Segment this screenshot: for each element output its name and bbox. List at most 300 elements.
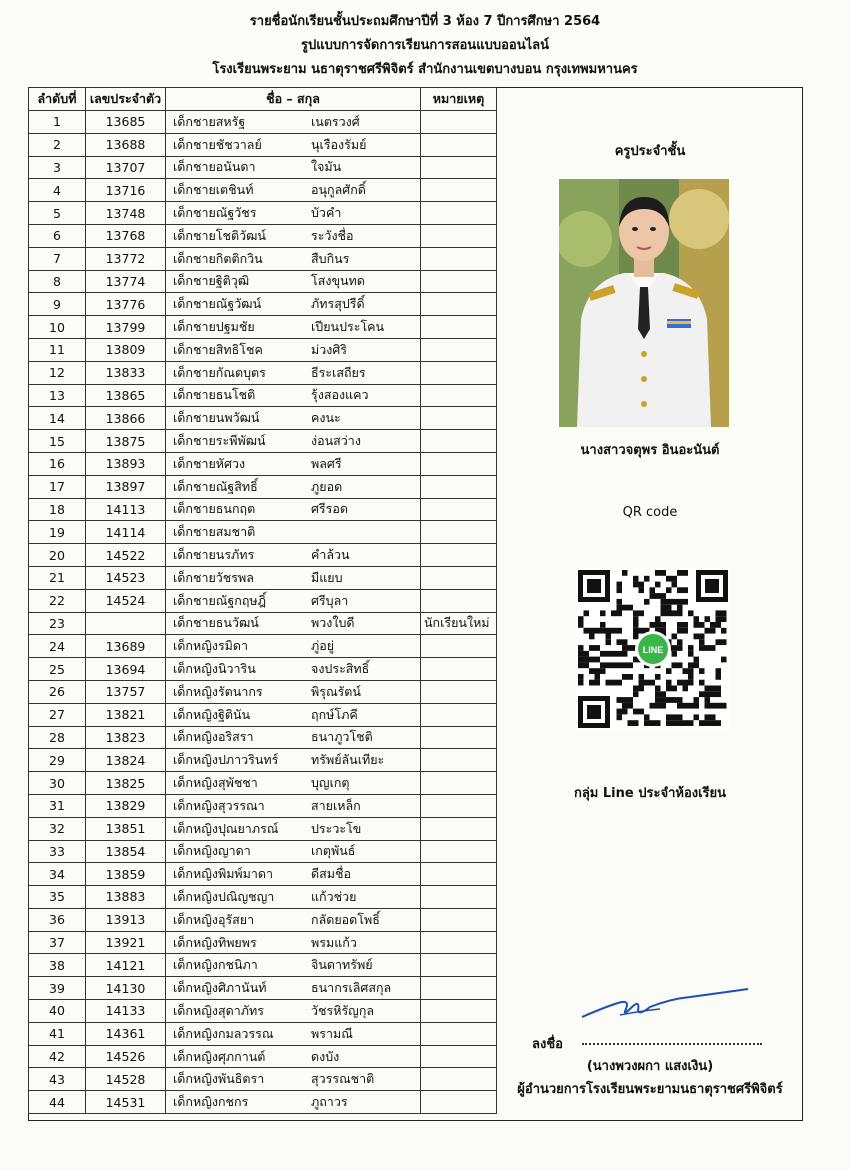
qr-module [710, 691, 716, 697]
student-fullname [166, 338, 421, 361]
student-firstname: เด็กหญิงสุพัชชา [173, 775, 258, 790]
qr-module [617, 605, 623, 611]
row-number: 31 [29, 794, 86, 817]
row-number: 26 [29, 680, 86, 703]
remark [421, 179, 497, 202]
remark [421, 749, 497, 772]
student-fullname [166, 247, 421, 270]
student-id: 13716 [86, 179, 166, 202]
qr-module [617, 651, 623, 657]
student-surname: ธนาภูวโชติ [311, 729, 373, 745]
qr-module [721, 703, 727, 709]
table-row [29, 977, 497, 1000]
qr-module [710, 720, 716, 726]
qr-module [710, 645, 716, 651]
remark [421, 452, 497, 475]
student-fullname [166, 772, 421, 795]
qr-module [584, 610, 590, 616]
student-id: 13688 [86, 133, 166, 156]
remark [421, 361, 497, 384]
student-fullname [166, 544, 421, 567]
qr-module [666, 720, 672, 726]
qr-module [633, 616, 639, 622]
qr-module [639, 610, 645, 616]
qr-module [595, 680, 601, 686]
remark [421, 133, 497, 156]
qr-module [617, 628, 623, 634]
student-firstname: เด็กชายหัศวง [173, 455, 246, 471]
student-firstname: เด็กชายนรภัทร [173, 547, 255, 563]
student-id: 13823 [86, 726, 166, 749]
qr-module [639, 709, 645, 715]
qr-module [622, 703, 628, 709]
qr-module [710, 686, 716, 692]
qr-module [672, 576, 678, 582]
student-id: 14522 [86, 544, 166, 567]
remark [421, 566, 497, 589]
student-id: 13893 [86, 452, 166, 475]
qr-module [710, 703, 716, 709]
qr-module [705, 720, 711, 726]
qr-module [589, 657, 595, 663]
student-surname: กลัดยอดโพธิ์ [311, 911, 380, 927]
qr-module [672, 714, 678, 720]
qr-module [655, 616, 661, 622]
qr-module [694, 616, 700, 622]
row-number: 20 [29, 544, 86, 567]
qr-module [677, 720, 683, 726]
qr-module [666, 680, 672, 686]
remark [421, 111, 497, 134]
student-id: 13772 [86, 247, 166, 270]
student-firstname: เด็กหญิงญาดา [173, 843, 251, 859]
remark [421, 270, 497, 293]
student-fullname [166, 1000, 421, 1023]
table-row [29, 498, 497, 521]
row-number: 9 [29, 293, 86, 316]
qr-module [699, 622, 705, 628]
qr-module [721, 639, 727, 645]
qr-module [617, 697, 623, 703]
student-id: 13748 [86, 202, 166, 225]
qr-module [595, 628, 601, 634]
row-number: 3 [29, 156, 86, 179]
qr-module [688, 680, 694, 686]
qr-module [694, 697, 700, 703]
row-number: 41 [29, 1022, 86, 1045]
student-id: 13865 [86, 384, 166, 407]
student-id: 13694 [86, 658, 166, 681]
qr-caption: กลุ่ม Line ประจำห้องเรียน [573, 786, 727, 801]
remark [421, 954, 497, 977]
qr-module [716, 668, 722, 674]
row-number: 35 [29, 886, 86, 909]
row-number: 14 [29, 407, 86, 430]
remark [421, 726, 497, 749]
student-fullname [166, 407, 421, 430]
table-row [29, 1022, 497, 1045]
student-firstname: เด็กชายฐิติวุฒิ [173, 273, 250, 289]
remark [421, 1068, 497, 1091]
qr-module [606, 634, 612, 640]
remark [421, 703, 497, 726]
student-surname: พลศรี [311, 455, 342, 471]
qr-module [672, 634, 678, 640]
student-id: 13883 [86, 886, 166, 909]
student-firstname: เด็กชายธนกฤต [173, 501, 256, 517]
qr-module [699, 639, 705, 645]
qr-module [666, 576, 672, 582]
qr-module [683, 622, 689, 628]
student-firstname: เด็กหญิงพันธิตรา [173, 1071, 265, 1087]
student-surname: ม่วงศิริ [311, 341, 348, 357]
row-number: 5 [29, 202, 86, 225]
qr-module [672, 645, 678, 651]
student-firstname: เด็กชายธนโชติ [173, 387, 256, 403]
student-firstname: เด็กหญิงอริสรา [173, 729, 254, 745]
student-id: 13866 [86, 407, 166, 430]
qr-module [606, 639, 612, 645]
qr-module [600, 662, 606, 668]
table-row [29, 224, 497, 247]
qr-module [633, 610, 639, 616]
qr-module [666, 686, 672, 692]
qr-module [595, 674, 601, 680]
qr-module [666, 668, 672, 674]
student-firstname: เด็กหญิงพิมพ์มาดา [173, 866, 274, 882]
remark [421, 794, 497, 817]
qr-module [650, 587, 656, 593]
student-surname: ง่อนสว่าง [311, 433, 361, 449]
qr-module [628, 720, 634, 726]
student-fullname [166, 658, 421, 681]
student-fullname [166, 589, 421, 612]
student-surname: นุเรืองรัมย์ [311, 136, 367, 152]
student-id: 13821 [86, 703, 166, 726]
qr-module [683, 587, 689, 593]
qr-module [677, 680, 683, 686]
student-firstname: เด็กชายเตชินท์ [173, 182, 254, 198]
student-firstname: เด็กหญิงกมลวรรณ [173, 1025, 274, 1041]
qr-module [611, 651, 617, 657]
remark [421, 202, 497, 225]
student-id: 13707 [86, 156, 166, 179]
row-number: 40 [29, 1000, 86, 1023]
qr-module [655, 720, 661, 726]
student-fullname [166, 794, 421, 817]
student-fullname [166, 270, 421, 293]
qr-module [622, 709, 628, 715]
student-firstname: เด็กชายปฐมชัย [173, 319, 255, 335]
student-id: 14113 [86, 498, 166, 521]
student-fullname [166, 817, 421, 840]
student-id: 13774 [86, 270, 166, 293]
qr-module [611, 662, 617, 668]
qr-module [655, 697, 661, 703]
student-surname: ภูถาวร [311, 1094, 348, 1110]
qr-module [672, 582, 678, 588]
student-surname: บัวคำ [311, 205, 342, 221]
student-fullname [166, 316, 421, 339]
qr-module [578, 662, 584, 668]
teacher-name: นางสาวจตุพร อินอะนันต์ [580, 443, 720, 458]
qr-module [710, 628, 716, 634]
col-header-id: เลขประจำตัว [86, 88, 166, 111]
qr-module [672, 720, 678, 726]
signer-name: (นางพวงผกา แสงเงิน) [586, 1059, 714, 1074]
qr-module [589, 645, 595, 651]
qr-module [655, 582, 661, 588]
table-row [29, 475, 497, 498]
row-number: 27 [29, 703, 86, 726]
qr-module [584, 662, 590, 668]
student-id: 14133 [86, 1000, 166, 1023]
student-surname: พรมแก้ว [311, 934, 357, 950]
qr-module [633, 582, 639, 588]
qr-module [655, 570, 661, 576]
qr-module [578, 657, 584, 663]
qr-module [683, 686, 689, 692]
student-fullname [166, 1022, 421, 1045]
remark [421, 977, 497, 1000]
student-firstname: เด็กชายระพีพัฒน์ [173, 433, 266, 449]
row-number: 16 [29, 452, 86, 475]
student-fullname [166, 179, 421, 202]
qr-module [595, 657, 601, 663]
row-number: 32 [29, 817, 86, 840]
student-id: 13829 [86, 794, 166, 817]
student-surname: ระวังชื่อ [311, 227, 354, 243]
qr-module [622, 639, 628, 645]
table-row [29, 270, 497, 293]
row-number: 22 [29, 589, 86, 612]
qr-module [699, 645, 705, 651]
qr-module [716, 674, 722, 680]
table-row [29, 1068, 497, 1091]
student-fullname [166, 1091, 421, 1114]
row-number: 28 [29, 726, 86, 749]
qr-module [633, 691, 639, 697]
qr-module [578, 674, 584, 680]
student-firstname: เด็กหญิงปุณยาภรณ์ [173, 820, 279, 836]
student-fullname [166, 430, 421, 453]
qr-finder-top-left [578, 570, 610, 602]
student-id: 14524 [86, 589, 166, 612]
student-fullname [166, 1045, 421, 1068]
student-fullname [166, 749, 421, 772]
student-surname: เปียนประโคน [311, 319, 385, 335]
student-id: 13854 [86, 840, 166, 863]
table-row [29, 133, 497, 156]
qr-module [672, 610, 678, 616]
remark [421, 680, 497, 703]
qr-module [589, 628, 595, 634]
student-fullname [166, 566, 421, 589]
qr-finder-top-right [696, 570, 728, 602]
student-fullname [166, 726, 421, 749]
qr-module [661, 570, 667, 576]
qr-module [661, 610, 667, 616]
student-fullname [166, 133, 421, 156]
qr-module [716, 720, 722, 726]
qr-module [694, 714, 700, 720]
qr-module [606, 662, 612, 668]
qr-module [644, 714, 650, 720]
qr-module [683, 703, 689, 709]
qr-module [677, 610, 683, 616]
remark [421, 498, 497, 521]
qr-module [622, 645, 628, 651]
signature-line [582, 1029, 762, 1045]
qr-module [721, 616, 727, 622]
qr-module [661, 691, 667, 697]
student-surname: คำล้วน [311, 547, 350, 563]
qr-module [672, 651, 678, 657]
student-fullname [166, 452, 421, 475]
student-surname: บุญเกตุ [311, 775, 350, 790]
qr-module [633, 576, 639, 582]
qr-module [617, 587, 623, 593]
student-fullname [166, 886, 421, 909]
qr-module [705, 697, 711, 703]
remark [421, 247, 497, 270]
qr-module [578, 680, 584, 686]
student-surname: สุวรรณชาติ [311, 1071, 375, 1087]
student-firstname: เด็กหญิงทิพยพร [173, 934, 257, 950]
remark [421, 293, 497, 316]
remark [421, 338, 497, 361]
qr-module [655, 703, 661, 709]
qr-module [628, 605, 634, 611]
student-id: 13921 [86, 931, 166, 954]
qr-module [589, 668, 595, 674]
qr-module [672, 697, 678, 703]
table-row [29, 589, 497, 612]
qr-module [633, 622, 639, 628]
student-fullname [166, 954, 421, 977]
row-number: 23 [29, 612, 86, 635]
qr-module [611, 610, 617, 616]
student-firstname: เด็กหญิงศุภกานต์ [173, 1048, 266, 1064]
student-surname: ดีสมชื่อ [311, 866, 351, 882]
qr-module [710, 622, 716, 628]
remark [421, 840, 497, 863]
table-header-row [29, 88, 497, 111]
row-number: 21 [29, 566, 86, 589]
qr-module [699, 634, 705, 640]
remark [421, 1091, 497, 1114]
student-surname: พรามณี [311, 1025, 353, 1041]
qr-module [672, 662, 678, 668]
row-number: 30 [29, 772, 86, 795]
student-surname: อนุกูลศักดิ์ [311, 182, 366, 198]
student-fullname [166, 840, 421, 863]
student-id: 14361 [86, 1022, 166, 1045]
remark [421, 407, 497, 430]
row-number: 10 [29, 316, 86, 339]
qr-module [705, 628, 711, 634]
table-row [29, 452, 497, 475]
table-row [29, 316, 497, 339]
qr-module [688, 645, 694, 651]
qr-module [628, 703, 634, 709]
qr-module [699, 668, 705, 674]
table-row [29, 840, 497, 863]
table-row [29, 772, 497, 795]
row-number: 12 [29, 361, 86, 384]
qr-module [705, 616, 711, 622]
table-row [29, 908, 497, 931]
table-row [29, 1091, 497, 1114]
qr-module [716, 610, 722, 616]
row-number: 13 [29, 384, 86, 407]
student-surname: เนตรวงศ์ [311, 113, 360, 129]
signer-title: ผู้อำนวยการโรงเรียนพระยามนธาตุราชศรีพิจิตร์ [517, 1082, 783, 1097]
student-surname: วัชรหิรัญกุล [311, 1002, 375, 1018]
line-logo-text: LINE [642, 645, 664, 655]
qr-module [617, 582, 623, 588]
student-roster-table [28, 87, 497, 1114]
student-firstname: เด็กหญิงกชนิภา [173, 957, 258, 973]
qr-heading: QR code [622, 505, 678, 520]
qr-module [655, 622, 661, 628]
qr-module [611, 680, 617, 686]
student-id: 13809 [86, 338, 166, 361]
qr-module [661, 599, 667, 605]
qr-module [705, 645, 711, 651]
row-number: 42 [29, 1045, 86, 1068]
qr-module [655, 674, 661, 680]
row-number: 8 [29, 270, 86, 293]
qr-module [578, 616, 584, 622]
row-number: 29 [29, 749, 86, 772]
student-firstname: เด็กหญิงศิภานันท์ [173, 980, 267, 996]
student-surname: ภูยอด [311, 478, 343, 494]
qr-module [666, 697, 672, 703]
qr-module [677, 662, 683, 668]
student-surname: ธนากรเลิศสกุล [311, 980, 392, 996]
qr-module [628, 645, 634, 651]
table-row [29, 931, 497, 954]
student-surname: ประวะโข [311, 820, 362, 836]
roster-body [29, 111, 497, 1114]
student-id [86, 612, 166, 635]
student-fullname [166, 498, 421, 521]
remark [421, 863, 497, 886]
qr-module [672, 686, 678, 692]
qr-module [699, 691, 705, 697]
student-id: 13833 [86, 361, 166, 384]
table-row [29, 407, 497, 430]
qr-module [617, 680, 623, 686]
student-surname: ทรัพย์ลันเทียะ [311, 752, 385, 768]
student-fullname [166, 931, 421, 954]
qr-module [606, 628, 612, 634]
qr-module [622, 697, 628, 703]
qr-module [606, 680, 612, 686]
row-number: 17 [29, 475, 86, 498]
qr-module [639, 674, 645, 680]
qr-module [677, 714, 683, 720]
qr-module [688, 668, 694, 674]
qr-module [683, 680, 689, 686]
qr-module [677, 697, 683, 703]
qr-module [661, 593, 667, 599]
qr-module [617, 610, 623, 616]
remark [421, 635, 497, 658]
header-title-line3: โรงเรียนพระยาม นธาตุราชศรีพิจิตร์ สำนักงานเขตบางบอน กรุงเทพมหานคร [212, 62, 638, 77]
qr-module [672, 599, 678, 605]
